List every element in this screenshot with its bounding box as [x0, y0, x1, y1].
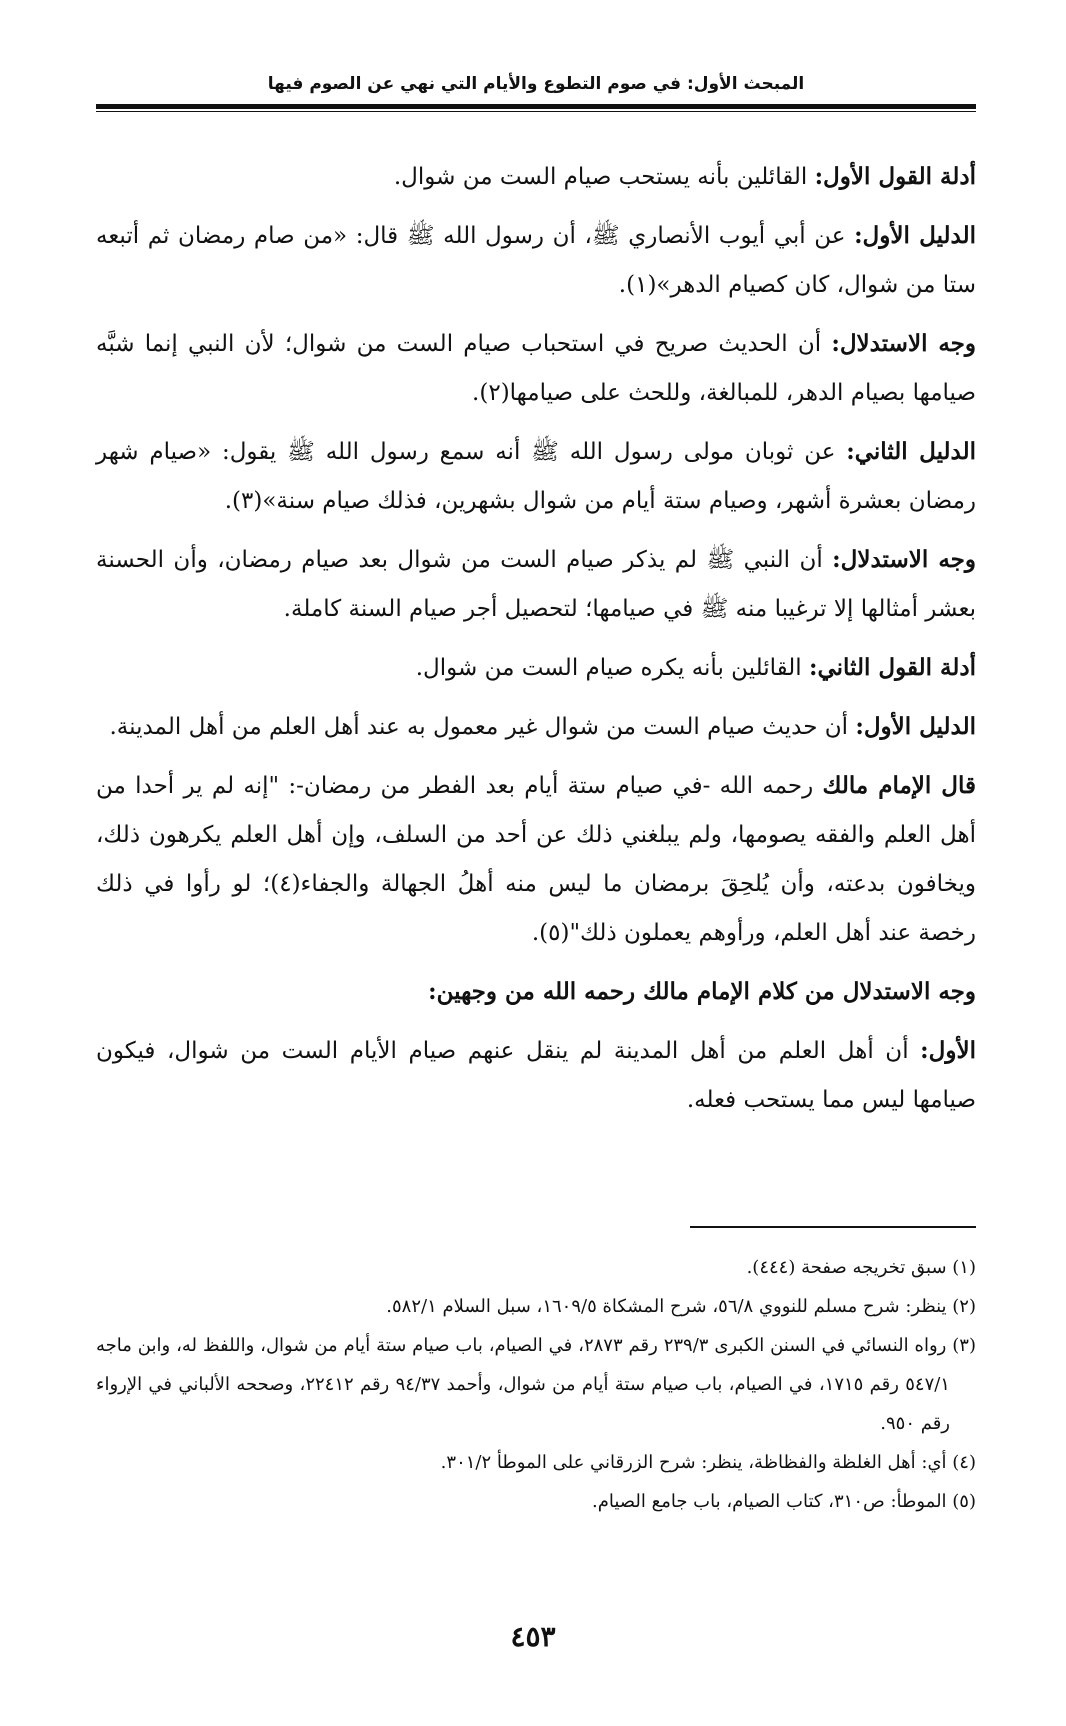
paragraph-text: أن أهل العلم من أهل المدينة لم ينقل عنهم صيام الأيام الست من شوال، فيكون صيامها ليس مما يستحب فعله. [96, 1038, 976, 1113]
paragraph-text: رحمه الله -في صيام ستة أيام بعد الفطر من رمضان-: "إنه لم ير أحدا من أهل العلم والفقه يصومها، ولم يبلغني ذلك عن أحد من السلف، وإن أهل العلم يكرهون ذلك، ويخافون بدعته، وأن يُلحِقَ برمضان ما ليس منه أهلُ الجهالة والجفاء(٤)؛ لو رأوا في ذلك رخصة عند أهل العلم، ورأوهم يعملون ذلك"(٥). [96, 773, 976, 946]
paragraph-lead: وجه الاستدلال: [832, 546, 976, 573]
page-number: ٤٥٣ [510, 1620, 556, 1653]
paragraph [96, 702, 976, 752]
paragraph-text: عن ثوبان مولى رسول الله ﷺ أنه سمع رسول الله ﷺ يقول: «صيام شهر رمضان بعشرة أشهر، وصيام ستة أيام من شوال بشهرين، فذلك صيام سنة»(٣). [96, 439, 976, 514]
paragraph [96, 211, 976, 310]
running-header: المبحث الأول: في صوم التطوع والأيام التي نهي عن الصوم فيها [267, 74, 805, 94]
paragraph-lead: وجه الاستدلال من كلام الإمام مالك رحمه الله من وجهين: [428, 978, 976, 1005]
paragraph-lead: وجه الاستدلال: [831, 330, 976, 357]
header-rule-thin [96, 111, 976, 112]
paragraph [96, 152, 976, 202]
paragraph [96, 319, 976, 418]
footnote: (٤) أي: أهل الغلظة والفظاظة، ينظر: شرح الزرقاني على الموطأ ٣٠١/٢. [440, 1452, 976, 1473]
paragraph-lead: الدليل الثاني: [846, 438, 976, 465]
paragraph-lead: الدليل الأول: [854, 222, 976, 249]
paragraph-text: القائلين بأنه يستحب صيام الست من شوال. [393, 164, 815, 190]
footnote: (٥) الموطأ: ص٣١٠، كتاب الصيام، باب جامع الصيام. [592, 1491, 976, 1512]
footnote: (٣) رواه النسائي في السنن الكبرى ٢٣٩/٣ رقم ٢٨٧٣، في الصيام، باب صيام ستة أيام من شوال، واللفظ له، وابن ماجه ٥٤٧/١ رقم ١٧١٥، في الصيام، باب صيام ستة أيام من شوال، وأحمد ٩٤/٣٧ رقم ٢٢٤١٢، وصححه الألباني في الإرواء رقم ٩٥٠. [96, 1335, 976, 1434]
paragraph [96, 1026, 976, 1125]
paragraph-lead: أدلة القول الثاني: [808, 654, 976, 681]
paragraph-text: أن النبي ﷺ لم يذكر صيام الست من شوال بعد صيام رمضان، وأن الحسنة بعشر أمثالها إلا ترغيبا منه ﷺ في صيامها؛ لتحصيل أجر صيام السنة كاملة. [96, 547, 976, 622]
paragraph-text: عن أبي أيوب الأنصاري ﷺ، أن رسول الله ﷺ قال: «من صام رمضان ثم أتبعه ستا من شوال، كان كصيام الدهر»(١). [96, 223, 976, 298]
paragraph [96, 967, 976, 1017]
header-rule-thick [96, 104, 976, 109]
paragraph-lead: الأول: [920, 1037, 976, 1064]
paragraph [96, 427, 976, 526]
footnotes-separator [690, 1226, 976, 1228]
paragraph-lead: الدليل الأول: [855, 713, 976, 740]
footnote: (٢) ينظر: شرح مسلم للنووي ٥٦/٨، شرح المشكاة ١٦٠٩/٥، سبل السلام ٥٨٢/١. [386, 1296, 976, 1317]
paragraph-lead: أدلة القول الأول: [814, 163, 976, 190]
paragraph-text: أن حديث صيام الست من شوال غير معمول به عند أهل العلم من أهل المدينة. [109, 714, 856, 740]
footnotes [96, 1248, 976, 1521]
main-text [96, 152, 976, 1134]
paragraph [96, 643, 976, 693]
paragraph-text: أن الحديث صريح في استحباب صيام الست من شوال؛ لأن النبي إنما شبَّه صيامها بصيام الدهر، للمبالغة، وللحث على صيامها(٢). [96, 331, 976, 406]
paragraph [96, 761, 976, 958]
paragraph-lead: قال الإمام مالك [822, 772, 976, 799]
footnote: (١) سبق تخريجه صفحة (٤٤٤). [746, 1257, 976, 1278]
paragraph [96, 535, 976, 634]
paragraph-text: القائلين بأنه يكره صيام الست من شوال. [415, 655, 809, 681]
